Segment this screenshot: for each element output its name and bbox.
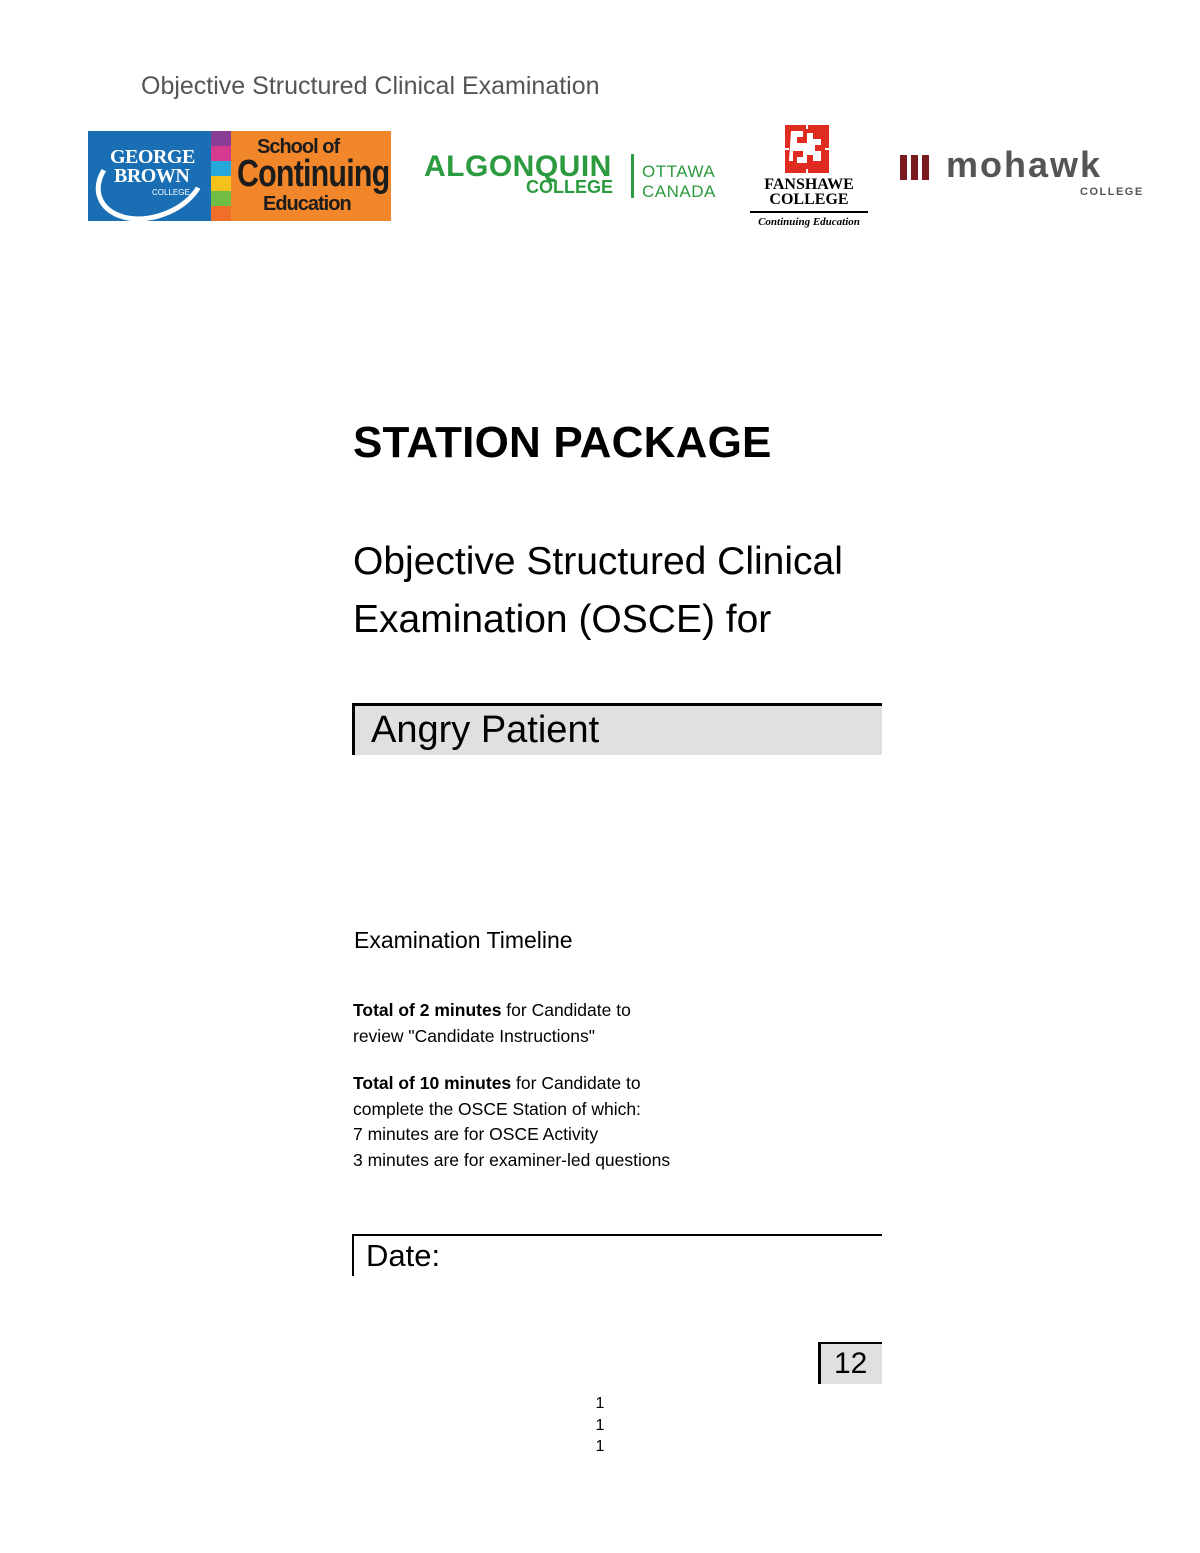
continuing-education-panel bbox=[231, 131, 391, 221]
subtitle-line2: Examination (OSCE) for bbox=[353, 598, 772, 641]
algonquin-city bbox=[642, 162, 716, 202]
algonquin-city2: CANADA bbox=[642, 182, 716, 201]
gb-line2: BROWN bbox=[114, 165, 190, 187]
george-brown-logo bbox=[88, 131, 391, 221]
algonquin-divider bbox=[631, 154, 634, 198]
running-header: Objective Structured Clinical Examination bbox=[141, 72, 600, 100]
page-title: STATION PACKAGE bbox=[353, 418, 772, 467]
color-stripes bbox=[211, 131, 231, 221]
timeline-p2-line4: 3 minutes are for examiner-led questions bbox=[353, 1149, 671, 1170]
algonquin-name: ALGONQUIN bbox=[424, 150, 612, 183]
footer-line2: 1 bbox=[595, 1416, 605, 1434]
algonquin-city1: OTTAWA bbox=[642, 162, 716, 181]
timeline-details bbox=[353, 998, 670, 1173]
topic-text: Angry Patient bbox=[371, 709, 600, 751]
footer-line3: 1 bbox=[595, 1438, 605, 1455]
fanshawe-name bbox=[748, 177, 870, 207]
ce-line3: Education bbox=[263, 193, 351, 215]
mohawk-sub: COLLEGE bbox=[1080, 186, 1144, 198]
footer-line1: 1 bbox=[595, 1395, 605, 1412]
subtitle bbox=[353, 533, 913, 649]
mohawk-logo bbox=[900, 144, 1148, 202]
fanshawe-name2: COLLEGE bbox=[769, 191, 849, 208]
fanshawe-sub: Continuing Education bbox=[758, 216, 860, 228]
page-count: 12 bbox=[834, 1347, 868, 1380]
date-label: Date: bbox=[366, 1238, 441, 1273]
page-count-box bbox=[818, 1342, 882, 1384]
gb-line3: COLLEGE bbox=[152, 188, 190, 197]
fanshawe-mark-icon bbox=[781, 123, 833, 175]
topic-box bbox=[352, 703, 882, 755]
date-field bbox=[352, 1234, 882, 1276]
timeline-p2-line2: complete the OSCE Station of which: bbox=[353, 1098, 641, 1119]
algonquin-logo bbox=[424, 150, 720, 202]
mohawk-bars-icon bbox=[900, 155, 933, 185]
page-footer bbox=[590, 1393, 610, 1458]
timeline-p1-bold: Total of 2 minutes bbox=[353, 1000, 502, 1020]
gb-line1: GEORGE bbox=[110, 146, 195, 168]
timeline-p1-line2: review "Candidate Instructions" bbox=[353, 1025, 595, 1046]
george-brown-mark bbox=[88, 131, 211, 221]
timeline-heading: Examination Timeline bbox=[354, 927, 573, 953]
timeline-p2-rest: for Candidate to bbox=[511, 1073, 641, 1093]
mohawk-name: mohawk bbox=[946, 144, 1103, 185]
timeline-p1-rest: for Candidate to bbox=[501, 1000, 631, 1020]
fanshawe-name1: FANSHAWE bbox=[764, 176, 854, 193]
fanshawe-logo bbox=[748, 123, 870, 231]
timeline-p2-line3: 7 minutes are for OSCE Activity bbox=[353, 1124, 599, 1144]
subtitle-line1: Objective Structured Clinical bbox=[353, 540, 843, 583]
ce-line1: School of bbox=[257, 136, 340, 158]
algonquin-sub: COLLEGE bbox=[526, 177, 614, 197]
timeline-p2-bold: Total of 10 minutes bbox=[353, 1073, 512, 1093]
fanshawe-rule bbox=[750, 211, 868, 213]
ce-line2: Continuing bbox=[237, 153, 390, 195]
